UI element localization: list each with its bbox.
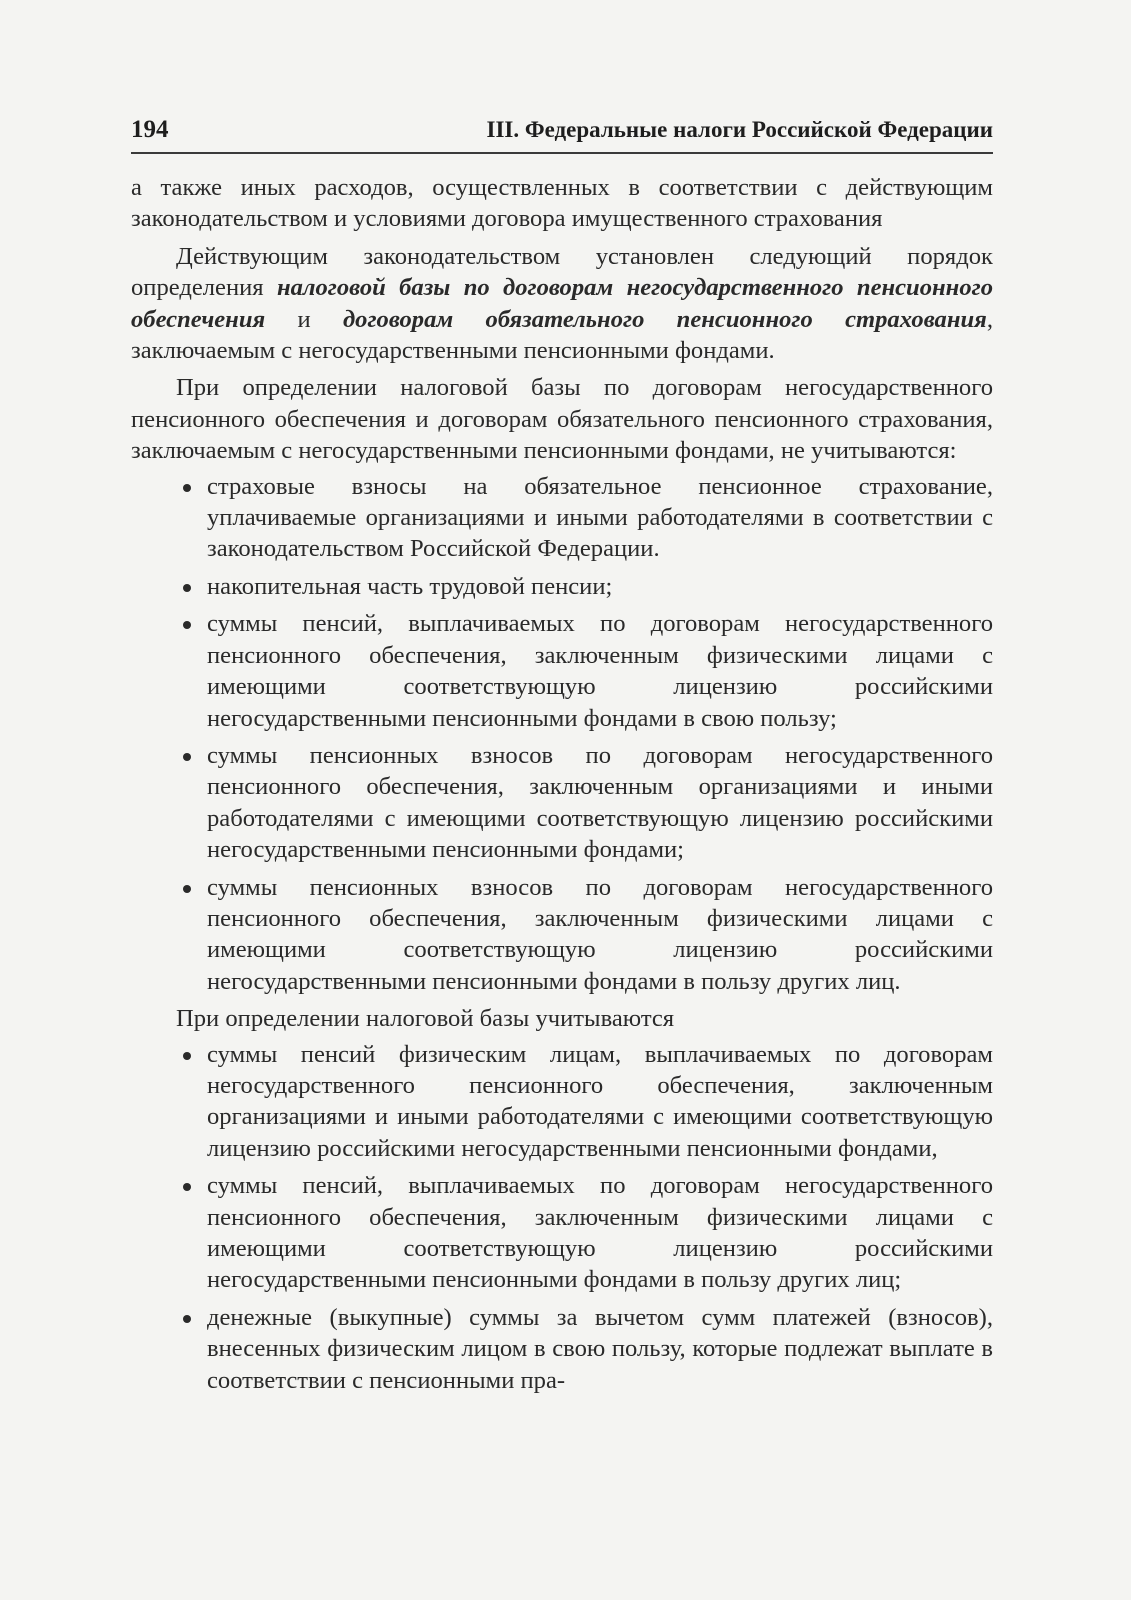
bullet-icon bbox=[183, 1315, 191, 1323]
paragraph-text: Действующим законодательством установлен следующий порядок определения bbox=[131, 242, 993, 302]
list-item-text: накопительная часть трудовой пенсии; bbox=[207, 572, 613, 600]
list-item bbox=[131, 571, 993, 602]
page-number: 194 bbox=[131, 116, 169, 143]
bullet-icon bbox=[183, 584, 191, 592]
not-counted-list bbox=[131, 471, 993, 998]
paragraph-continuation: а также иных расходов, осуществленных в соответствии с действующим законодательством и условиями договора имущественного страхования bbox=[131, 174, 993, 233]
running-title: III. Федеральные налоги Российской Федерации bbox=[486, 117, 993, 142]
list-item bbox=[131, 1302, 993, 1396]
paragraph-text: , заключаемым с негосударственными пенсионными фондами. bbox=[131, 305, 993, 365]
list-item-text: суммы пенсионных взносов по договорам негосударственного пенсионного обеспечения, заключенным организациями и иными работодателями с имеющими соответствующую лицензию российскими негосударственными пенсионными фондами; bbox=[207, 741, 993, 864]
emphasis-term: договорам обязательного пенсионного страхования bbox=[342, 305, 987, 333]
list-item bbox=[131, 740, 993, 866]
bullet-icon bbox=[183, 885, 191, 893]
list-item bbox=[131, 1039, 993, 1165]
paragraph-counted-intro: При определении налоговой базы учитываются bbox=[176, 1005, 675, 1033]
list-item-text: суммы пенсий, выплачиваемых по договорам негосударственного пенсионного обеспечения, заключенным физическими лицами с имеющими соответствующую лицензию российскими негосударственными пенсионными фондами в пользу других лиц; bbox=[207, 1172, 993, 1294]
list-item-text: суммы пенсионных взносов по договорам негосударственного пенсионного обеспечения, заключенным физическими лицами с имеющими соответствующую лицензию российскими негосударственными пенсионными фондами в пользу других лиц. bbox=[207, 873, 993, 995]
list-item-text: суммы пенсий, выплачиваемых по договорам негосударственного пенсионного обеспечения, заключенным физическими лицами с имеющими соответствующую лицензию российскими негосударственными пенсионными фондами в свою пользу; bbox=[207, 610, 993, 732]
bullet-icon bbox=[183, 621, 191, 629]
emphasis-term: налоговой базы по договорам негосударственного пенсионного обеспечения bbox=[131, 274, 994, 333]
list-item-text: суммы пенсий физическим лицам, выплачиваемых по договорам негосударственного пенсионного обеспечения, заключенным организациями и иными работодателями с имеющими соответствующую лицензию российскими негосударственными пенсионными фондами, bbox=[207, 1040, 993, 1162]
list-item-text: страховые взносы на обязательное пенсионное страхование, уплачиваемые организациями и иными работодателями в соответствии с законодательством Российской Федерации. bbox=[207, 472, 993, 563]
list-item-text: денежные (выкупные) суммы за вычетом сумм платежей (взносов), внесенных физическим лицом в свою пользу, которые подлежат выплате в соответствии с пенсионными пра- bbox=[207, 1303, 993, 1394]
list-item bbox=[131, 471, 993, 565]
list-item bbox=[131, 872, 993, 998]
paragraph-not-counted-intro: При определении налоговой базы по договорам негосударственного пенсионного обеспечения и договорам обязательного пенсионного страхования, заключаемым с негосударственными пенсионными фондами, не учитываются: bbox=[131, 374, 993, 465]
paragraph-tax-base-order bbox=[131, 241, 993, 367]
bullet-icon bbox=[183, 1052, 191, 1060]
list-item bbox=[131, 1170, 993, 1296]
page-header bbox=[131, 112, 993, 154]
paragraph-text: и bbox=[265, 305, 343, 333]
counted-list bbox=[131, 1039, 993, 1396]
list-item bbox=[131, 608, 993, 734]
bullet-icon bbox=[183, 1183, 191, 1191]
bullet-icon bbox=[183, 753, 191, 761]
page-body bbox=[131, 172, 993, 1402]
bullet-icon bbox=[183, 484, 191, 492]
